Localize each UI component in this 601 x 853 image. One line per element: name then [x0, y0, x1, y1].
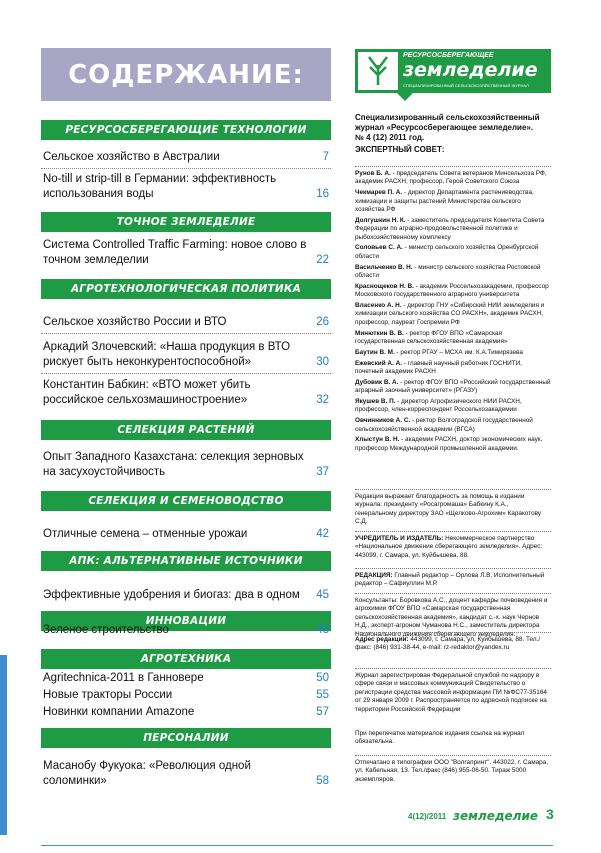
toc-entry-title: Система Controlled Traffic Farming: новое слово в точном земледелии	[43, 239, 307, 266]
toc-entry-title: Новинки компании Amazone	[43, 706, 195, 718]
divider	[355, 489, 551, 490]
council-member	[355, 436, 551, 453]
footer-logo: земледелие	[453, 809, 539, 823]
council-member-desc: - министр сельского хозяйства Оренбургской области	[355, 244, 539, 260]
council-heading: ЭКСПЕРТНЫЙ СОВЕТ:	[355, 145, 445, 154]
council-member-name: Рунов Б. А.	[355, 170, 391, 177]
section-heading: АГРОТЕХНОЛОГИЧЕСКАЯ ПОЛИТИКА	[41, 279, 331, 299]
council-member	[355, 264, 551, 281]
section-heading: СЕЛЕКЦИЯ РАСТЕНИЙ	[41, 420, 331, 440]
logo-main-text: земледелие	[403, 59, 538, 81]
toc-entry-title: Зеленое строительство	[43, 624, 169, 636]
council-member-name: Васильченко В. Н.	[355, 263, 413, 271]
council-member	[355, 283, 551, 300]
toc-entry-title: Константин Бабкин: «ВТО может убить российское сельхозмашиностроение»	[43, 379, 251, 406]
council-member-name: Власенко А. Н.	[355, 302, 402, 310]
founder-block	[355, 535, 551, 560]
council-member	[355, 189, 551, 214]
toc-entry-page: 55	[316, 689, 329, 701]
council-member-desc: - председатель Совета ветеранов Минсельхоза РФ, академик РАСХН, профессор, Герой Советского Союза	[355, 170, 547, 186]
toc-entry[interactable]	[43, 238, 331, 268]
address-block	[355, 636, 551, 653]
reprint-text: При перепечатке материалов издания ссылка на журнал обязательна.	[355, 730, 525, 746]
journal-logo	[355, 45, 551, 107]
council-member-desc: - ректор РГАУ – МСХА им. К.А.Тимирязева	[394, 348, 523, 356]
council-member	[355, 398, 551, 415]
divider	[41, 333, 331, 334]
council-member-name: Хлыстун В. Н.	[355, 436, 400, 444]
toc-entry-page: 50	[316, 672, 329, 684]
toc-entry-page: 22	[316, 254, 329, 266]
toc-entry-page: 16	[316, 188, 329, 200]
reprint-block	[355, 730, 551, 747]
address-label: Адрес редакции:	[355, 636, 409, 643]
toc-entry-page: 58	[316, 775, 329, 787]
logo-sub-text: СПЕЦИАЛИЗИРОВАННЫЙ СЕЛЬСКОХОЗЯЙСТВЕННЫЙ ЖУРНАЛ	[403, 83, 529, 88]
editorial-label: РЕДАКЦИЯ:	[355, 572, 393, 579]
council-member-desc: - директор ГНУ «Сибирский НИИ земледелия и химизации сельского хозяйства СО РАСХН», академик РАСХН, профессор, лауреат Госпремии РФ	[355, 302, 545, 326]
footer-issue: 4(12)/2011	[408, 812, 447, 821]
divider	[355, 632, 551, 633]
divider	[355, 593, 551, 594]
contents-title: СОДЕРЖАНИЕ:	[68, 59, 304, 90]
council-member-desc: - ректор ФГОУ ВПО «Российский государственный аграрный заочный университет» (РГАЗУ)	[355, 378, 551, 395]
registration-text: Журнал зарегистрирован Федеральной службой по надзору в сфере связи и массовых коммуникаций Свидетельство о регистрации средства массовой информации ПИ №ФС77-35164 от 29 января 2009 г. Распространяется по адресной подписке на территории Российской Федерации	[355, 672, 547, 713]
toc-entry[interactable]	[43, 623, 331, 638]
council-member-desc: - академик Россельхозакадемии, профессор Московского государственного аграрного университета	[355, 282, 549, 299]
council-member-name: Чекмарев П. А.	[355, 189, 403, 197]
divider	[41, 168, 331, 169]
council-member-desc: - ректор ФГОУ ВПО «Самарская государственная сельскохозяйственная академия»	[355, 329, 508, 346]
section-heading: АГРОТЕХНИКА	[41, 649, 331, 669]
footer-divider	[41, 845, 553, 846]
toc-entry-title: Опыт Западного Казахстана: селекция зерновых на засухоустойчивость	[43, 451, 304, 478]
thanks-block	[355, 493, 551, 527]
council-member	[355, 349, 551, 357]
council-member-name: Минюткин В. В.	[355, 329, 404, 337]
section-heading: ИННОВАЦИИ	[41, 611, 331, 631]
council-member	[355, 302, 551, 327]
page-number: 3	[546, 806, 554, 822]
council-member-name: Баутин В. М.	[355, 348, 395, 356]
council-member-desc: - министр сельского хозяйства Ростовской области	[355, 263, 541, 280]
toc-entry-title: No-till и strip-till в Германии: эффективность использования воды	[43, 173, 277, 200]
toc-entry-page: 26	[316, 316, 329, 328]
toc-entry-page: 7	[322, 151, 329, 163]
left-edge-strip	[0, 655, 7, 835]
toc-entry-title: Масанобу Фукуока: «Революция одной соломинки»	[43, 760, 251, 787]
divider	[355, 166, 551, 167]
contents-title-box	[41, 48, 331, 101]
council-member-desc: - директор Агрофизического НИИ РАСХН, профессор, член-корреспондент Россельхозакадемии	[355, 398, 522, 414]
council-member	[355, 217, 551, 242]
toc-entry[interactable]	[43, 172, 331, 202]
divider	[355, 668, 551, 669]
toc-entry-page: 57	[316, 706, 329, 718]
toc-entry[interactable]	[43, 315, 331, 330]
toc-entry[interactable]	[43, 378, 331, 408]
toc-entry-page: 45	[316, 589, 329, 601]
founder-label: УЧРЕДИТЕЛЬ И ИЗДАТЕЛЬ:	[355, 535, 444, 542]
journal-line2: № 4 (12) 2011 год.	[355, 133, 425, 142]
toc-entry-title: Agritechnica-2011 в Ганновере	[43, 672, 204, 684]
section-heading: ТОЧНОЕ ЗЕМЛЕДЕЛИЕ	[41, 212, 331, 232]
address-text: 443099, г. Самара, ул. Куйбышева, 88. Тел./факс: (846) 931-38-44, e-mail: rz-redaktor@yandex.ru	[355, 636, 541, 652]
divider	[41, 373, 331, 374]
expert-council-list	[355, 170, 551, 456]
journal-info	[355, 113, 551, 155]
toc-entry-title: Отличные семена – отменные урожаи	[43, 528, 248, 540]
council-member-name: Овчинников А. С.	[355, 417, 411, 425]
editorial-text: Главный редактор – Орлова Л.В. Исполнительный редактор – Сафиуллин М.Р.	[355, 572, 545, 588]
council-member	[355, 360, 551, 377]
consultants-text: Консультанты: Боровкова А.С., доцент кафедры почвоведения и агрохимии ФГОУ ВПО «Самарская государственная сельскохозяйственная академия», кандидат с.-х. наук Чернов Н.Д., эксперт-агроном Чуманова Н.С., заместитель директора Национального движения сберегающего земледелия.	[355, 597, 548, 638]
printed-block	[355, 759, 551, 784]
council-member-desc: - главный научный работник ГОСНИТИ, почетный академик РАСХН	[355, 359, 522, 376]
toc-entry[interactable]	[43, 527, 331, 542]
divider	[355, 568, 551, 569]
toc-entry[interactable]	[43, 705, 331, 720]
editorial-block	[355, 572, 551, 589]
thanks-text: Редакция выражает благодарность за помощь в издании журнала: президенту «Росагромаша» Бабкину К.А., генеральному директору ЗАО «Щелково-Агрохим» Каракотову С.Д.	[355, 493, 542, 526]
toc-entry-title: Аркадий Злочевский: «Наша продукция в ВТО рискует быть неконкурентоспособной»	[43, 341, 291, 368]
toc-entry-title: Сельское хозяйство России и ВТО	[43, 316, 227, 328]
toc-entry[interactable]	[43, 688, 331, 703]
council-member-name: Ежевский А. А.	[355, 359, 402, 367]
logo-top-text: РЕСУРСОСБЕРЕГАЮЩЕЕ	[403, 52, 494, 59]
toc-entry[interactable]	[43, 759, 331, 789]
section-heading: РЕСУРСОСБЕРЕГАЮЩИЕ ТЕХНОЛОГИИ	[41, 120, 331, 140]
divider	[355, 755, 551, 756]
council-member	[355, 244, 551, 261]
council-member-desc: - директор Департамента растениеводства, химизации и защиты растений Министерства сельского хозяйства РФ	[355, 189, 534, 214]
toc-entry-title: Сельское хозяйство в Австралии	[43, 151, 220, 163]
section-heading: СЕЛЕКЦИЯ И СЕМЕНОВОДСТВО	[41, 491, 331, 511]
toc-entry-title: Эффективные удобрения и биогаз: два в одном	[43, 589, 300, 601]
toc-entry[interactable]	[43, 588, 331, 603]
journal-line1: Специализированный сельскохозяйственный журнал «Ресурсосберегающее земледелие».	[355, 113, 540, 132]
toc-entry-title: Новые тракторы России	[43, 689, 173, 701]
toc-entry-page: 48	[316, 624, 329, 636]
council-member	[355, 379, 551, 396]
council-member-desc: - академик РАСХН, доктор экономических наук, профессор Международной промышленной академии.	[355, 436, 543, 452]
toc-entry-page: 42	[316, 528, 329, 540]
divider	[355, 531, 551, 532]
toc-entry[interactable]	[43, 340, 331, 370]
section-heading: АПК: АЛЬТЕРНАТИВНЫЕ ИСТОЧНИКИ ЭНЕРГИИ	[41, 551, 331, 571]
section-heading: ПЕРСОНАЛИИ	[41, 728, 331, 748]
council-member	[355, 417, 551, 434]
founder-text: Некоммерческое партнерство «Национальное движение сберегающего земледелия». Адрес: 443099, г. Самара, ул. Куйбышева, 88.	[355, 535, 543, 559]
council-member-name: Якушев В. П.	[355, 398, 396, 406]
toc-entry-page: 37	[316, 466, 329, 478]
registration-block	[355, 672, 551, 714]
council-member-name: Краснощеков Н. В.	[355, 282, 414, 290]
council-member-name: Дубовик В. А.	[355, 378, 399, 386]
toc-entry-page: 32	[316, 394, 329, 406]
toc-entry[interactable]	[43, 671, 331, 686]
council-member-name: Долгушкин Н. К.	[355, 216, 406, 224]
toc-entry[interactable]	[43, 450, 331, 480]
council-member-desc: - заместитель председателя Комитета Совета Федерации по аграрно-продовольственной политике и рыбохозяйственному комплексу	[355, 216, 545, 241]
council-member-desc: - ректор Волгоградской государственной сельскохозяйственной академии (ВГСА)	[355, 417, 533, 433]
toc-entry-page: 30	[316, 356, 329, 368]
council-member	[355, 330, 551, 347]
toc-entry[interactable]	[43, 150, 331, 165]
council-member-name: Соловьев С. А.	[355, 244, 403, 252]
printed-text: Отпечатано в типографии ООО "Волгапринт". 443022, г. Самара, ул. Кабельная, 13. Тел./факс (846) 955-06-50. Тираж 5000 экземпляров.	[355, 759, 549, 783]
council-member	[355, 170, 551, 187]
